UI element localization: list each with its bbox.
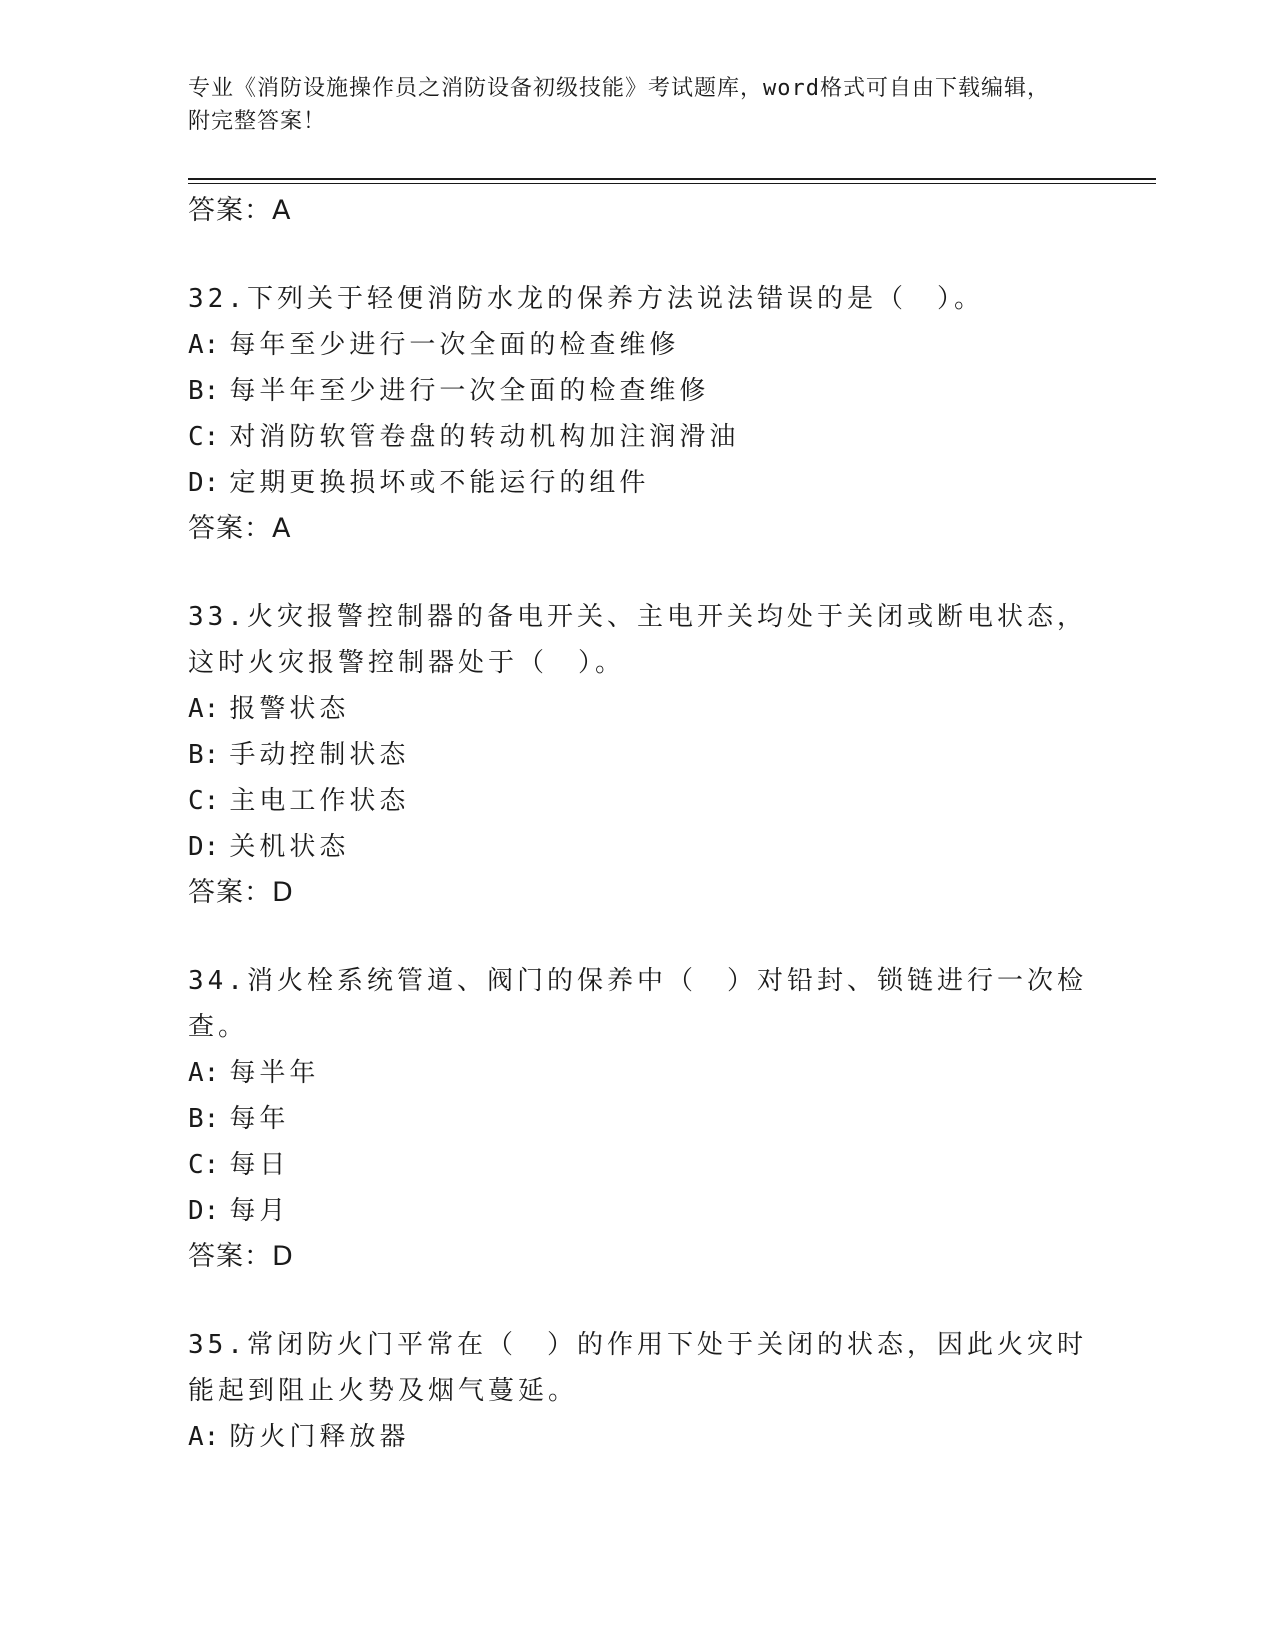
option-a <box>188 686 1088 732</box>
option-label: B: <box>188 376 220 406</box>
option-text: 每半年至少进行一次全面的检查维修 <box>229 376 710 406</box>
option-b <box>188 1096 1088 1142</box>
header-divider-thin <box>188 183 1156 184</box>
option-label: C: <box>188 422 220 452</box>
option-label: D: <box>188 1196 220 1226</box>
answer-line: 答案：D <box>188 1241 294 1272</box>
option-label: A: <box>188 694 220 724</box>
header-divider <box>188 178 1156 180</box>
option-text: 每年 <box>229 1104 290 1134</box>
answer-line: 答案：A <box>188 195 292 226</box>
option-text: 每日 <box>229 1150 290 1180</box>
option-c <box>188 1142 1088 1188</box>
option-text: 关机状态 <box>229 832 350 862</box>
option-text: 对消防软管卷盘的转动机构加注润滑油 <box>229 422 740 452</box>
question-stem: 34.消火栓系统管道、阀门的保养中（ ）对铅封、锁链进行一次检查。 <box>188 966 1087 1042</box>
option-text: 每月 <box>229 1196 290 1226</box>
option-a <box>188 1050 1088 1096</box>
answer-line: 答案：D <box>188 877 294 908</box>
option-text: 手动控制状态 <box>229 740 410 770</box>
question-35 <box>188 1322 1088 1460</box>
option-label: A: <box>188 1422 220 1452</box>
option-c <box>188 778 1088 824</box>
option-text: 报警状态 <box>229 694 350 724</box>
option-label: A: <box>188 1058 220 1088</box>
question-34 <box>188 958 1088 1280</box>
option-a <box>188 1414 1088 1460</box>
answer-line: 答案：A <box>188 513 292 544</box>
question-33 <box>188 594 1088 916</box>
option-label: C: <box>188 1150 220 1180</box>
question-stem: 33.火灾报警控制器的备电开关、主电开关均处于关闭或断电状态，这时火灾报警控制器处于（ ）。 <box>188 602 1087 678</box>
option-label: A: <box>188 330 220 360</box>
option-text: 定期更换损坏或不能运行的组件 <box>229 468 650 498</box>
option-text: 防火门释放器 <box>229 1422 410 1452</box>
option-text: 每年至少进行一次全面的检查维修 <box>229 330 680 360</box>
question-list <box>188 188 1088 1460</box>
question-stem: 32.下列关于轻便消防水龙的保养方法说法错误的是（ ）。 <box>188 284 984 314</box>
option-label: B: <box>188 740 220 770</box>
page-header: 专业《消防设施操作员之消防设备初级技能》考试题库，word格式可自由下载编辑，附完整答案！ <box>188 76 1050 134</box>
option-label: B: <box>188 1104 220 1134</box>
question-stem: 35.常闭防火门平常在（ ）的作用下处于关闭的状态，因此火灾时能起到阻止火势及烟气蔓延。 <box>188 1330 1087 1406</box>
option-b <box>188 732 1088 778</box>
question-32 <box>188 276 1088 552</box>
option-d <box>188 460 1088 506</box>
option-label: D: <box>188 832 220 862</box>
option-label: C: <box>188 786 220 816</box>
option-text: 每半年 <box>229 1058 320 1088</box>
option-b <box>188 368 1088 414</box>
option-c <box>188 414 1088 460</box>
option-a <box>188 322 1088 368</box>
option-text: 主电工作状态 <box>229 786 410 816</box>
option-d <box>188 1188 1088 1234</box>
option-label: D: <box>188 468 220 498</box>
option-d <box>188 824 1088 870</box>
